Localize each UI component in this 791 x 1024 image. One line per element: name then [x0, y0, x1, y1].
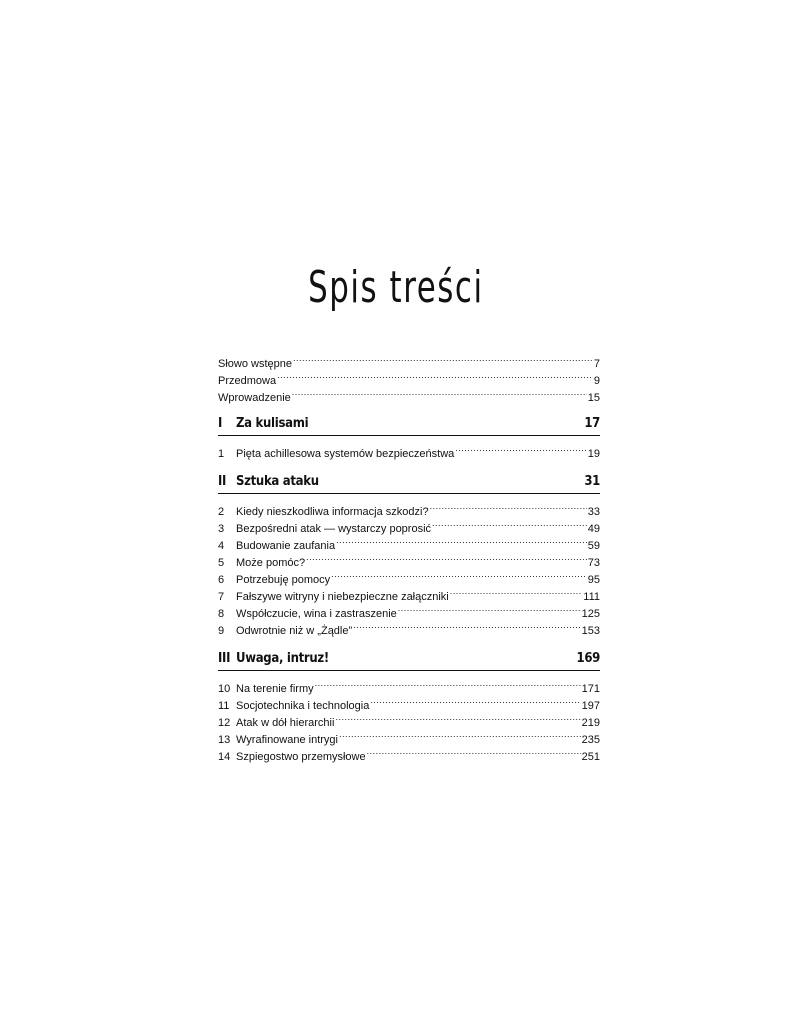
dot-leader — [331, 566, 587, 583]
chapter-number: 13 — [218, 734, 231, 746]
chapter-title: Bezpośredni atak — wystarczy poprosić — [236, 523, 432, 535]
chapter-page-number: 251 — [581, 751, 600, 763]
entry-page-number: 15 — [587, 392, 600, 404]
dot-leader — [432, 515, 587, 532]
dot-leader — [339, 726, 581, 743]
dot-leader — [367, 743, 581, 760]
part-heading[interactable] — [218, 471, 600, 494]
chapter-number: 12 — [218, 717, 231, 729]
entry-page-number: 9 — [593, 375, 600, 387]
toc-entry-chapter[interactable] — [218, 440, 600, 460]
toc-entry-chapter[interactable] — [218, 498, 600, 518]
chapter-title: Odwrotnie niż w „Żądle” — [236, 625, 353, 637]
dot-leader — [306, 549, 587, 566]
entry-page-number: 7 — [593, 358, 600, 370]
entry-title: Słowo wstępne — [218, 358, 292, 370]
dot-leader — [335, 709, 580, 726]
chapter-title: Kiedy nieszkodliwa informacja szkodzi? — [236, 506, 429, 518]
chapter-number: 8 — [218, 608, 225, 620]
chapter-page-number: 49 — [587, 523, 600, 535]
chapter-page-number: 111 — [583, 591, 600, 603]
chapter-title: Potrzebuję pomocy — [236, 574, 331, 586]
chapter-page-number: 171 — [581, 683, 600, 695]
part-title: Za kulisami — [236, 416, 309, 431]
chapter-title: Pięta achillesowa systemów bezpieczeństwa — [236, 448, 455, 460]
chapter-page-number: 197 — [581, 700, 600, 712]
chapter-number: 2 — [218, 506, 225, 518]
chapter-title: Szpiegostwo przemysłowe — [236, 751, 366, 763]
part-number: I — [218, 416, 223, 431]
dot-leader — [398, 600, 581, 617]
part-page-number: 169 — [576, 651, 600, 666]
part-page-number: 17 — [584, 416, 600, 431]
dot-leader — [370, 692, 580, 709]
toc-entry-chapter[interactable] — [218, 675, 600, 695]
part-number: II — [218, 474, 227, 489]
chapter-number: 9 — [218, 625, 225, 637]
chapter-title: Atak w dół hierarchii — [236, 717, 335, 729]
chapter-number: 7 — [218, 591, 225, 603]
part-section — [218, 648, 600, 763]
chapter-title: Na terenie firmy — [236, 683, 314, 695]
chapter-number: 6 — [218, 574, 225, 586]
front-matter-list — [218, 350, 600, 404]
chapter-page-number: 125 — [581, 608, 600, 620]
part-heading[interactable] — [218, 648, 600, 671]
chapter-number: 3 — [218, 523, 225, 535]
chapter-title: Budowanie zaufania — [236, 540, 336, 552]
part-title: Uwaga, intruz! — [236, 651, 329, 666]
chapter-page-number: 19 — [587, 448, 600, 460]
dot-leader — [292, 384, 587, 401]
chapter-page-number: 95 — [587, 574, 600, 586]
table-of-contents — [218, 350, 600, 763]
chapter-title: Wyrafinowane intrygi — [236, 734, 338, 746]
chapter-page-number: 33 — [587, 506, 600, 518]
chapter-number: 10 — [218, 683, 231, 695]
part-section — [218, 413, 600, 460]
chapter-number: 11 — [218, 700, 230, 712]
chapter-title: Współczucie, wina i zastraszenie — [236, 608, 397, 620]
dot-leader — [450, 583, 583, 600]
dot-leader — [455, 440, 586, 457]
chapter-number: 14 — [218, 751, 231, 763]
chapter-page-number: 153 — [581, 625, 600, 637]
chapter-title: Fałszywe witryny i niebezpieczne załączniki — [236, 591, 449, 603]
entry-title: Wprowadzenie — [218, 392, 291, 404]
chapter-page-number: 219 — [581, 717, 600, 729]
dot-leader — [315, 675, 581, 692]
part-number: III — [218, 651, 231, 666]
dot-leader — [277, 367, 593, 384]
toc-entry-front-matter[interactable] — [218, 350, 600, 370]
chapter-page-number: 73 — [587, 557, 600, 569]
chapter-page-number: 59 — [587, 540, 600, 552]
part-page-number: 31 — [584, 474, 600, 489]
part-section — [218, 471, 600, 637]
dot-leader — [430, 498, 587, 515]
part-heading[interactable] — [218, 413, 600, 436]
entry-title: Przedmowa — [218, 375, 277, 387]
dot-leader — [353, 617, 580, 634]
dot-leader — [336, 532, 587, 549]
part-title: Sztuka ataku — [236, 474, 319, 489]
chapter-number: 1 — [218, 448, 225, 460]
dot-leader — [293, 350, 593, 367]
chapter-page-number: 235 — [581, 734, 600, 746]
chapter-number: 5 — [218, 557, 225, 569]
chapter-title: Może pomóc? — [236, 557, 306, 569]
page-title: Spis treści — [308, 262, 484, 313]
chapter-number: 4 — [218, 540, 225, 552]
chapter-title: Socjotechnika i technologia — [236, 700, 370, 712]
